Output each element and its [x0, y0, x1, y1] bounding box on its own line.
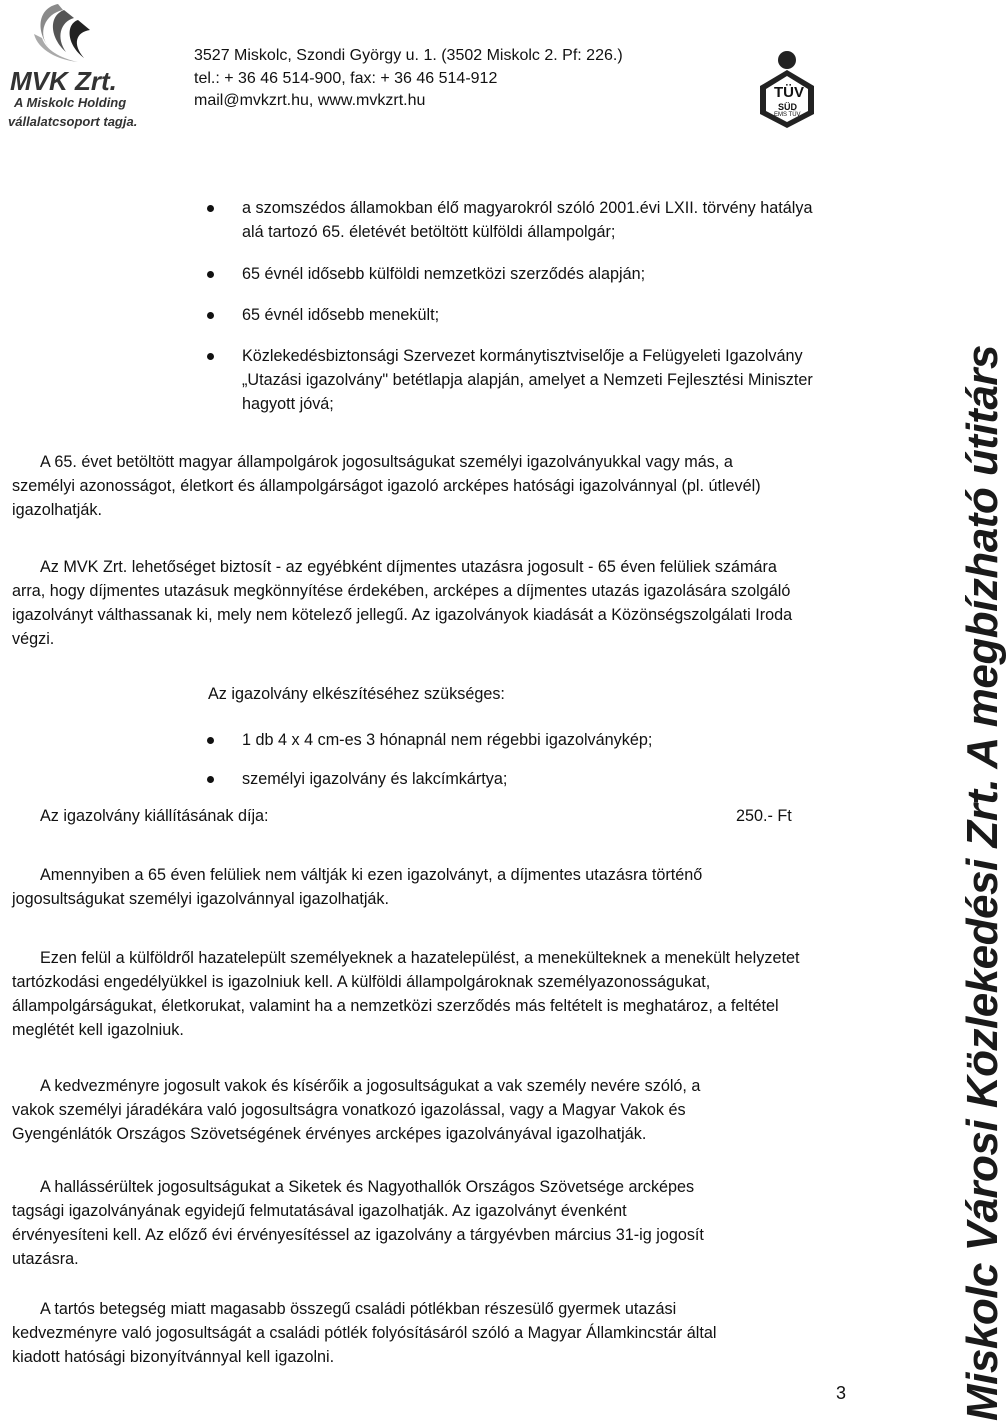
header-address: 3527 Miskolc, Szondi György u. 1. (3502 Miskolc 2. Pf: 226.) — [194, 47, 623, 64]
list-item: 65 évnél idősebb külföldi nemzetközi szerződés alapján; — [242, 265, 646, 283]
logo-tagline-1: A Miskolc Holding — [14, 95, 127, 110]
tuv-label: TÜV — [774, 84, 804, 101]
paragraph-amennyiben: Amennyiben a 65 éven felüliek nem váltják ki ezen igazolványt, a díjmentes utazásra történő jogosultságukat személyi igazolvánnyal igazolhatják. — [12, 866, 703, 908]
list-item: Közlekedésbiztonsági Szervezet kormánytisztviselője a Felügyeleti Igazolvány „Utazási igazolvány" betétlapja alapján, amelyet a Nemzeti Fejlesztési Miniszter hagyott jóvá; — [242, 347, 813, 413]
list-item: 1 db 4 x 4 cm-es 3 hónapnál nem régebbi igazolványkép; — [242, 731, 653, 749]
fee-label: Az igazolvány kiállításának díja: — [40, 807, 269, 825]
paragraph-mvk: Az MVK Zrt. lehetőséget biztosít - az egyébként díjmentes utazásra jogosult - 65 éven felüliek számára arra, hogy díjmentes utazásuk megkönnyítése érdekében, arcképes a díjmentes utazás igazolására szolgáló igazolványt válthassanak ki, mely nem kötelező jellegű. Az igazolványok kiadását a Közönségszolgálati Iroda végzi. — [12, 558, 793, 648]
tuv-sub-label: SÜD — [778, 102, 798, 112]
bullet-icon — [207, 271, 214, 278]
side-slogan: Miskolc Városi Közlekedési Zrt. A megbízható útitárs — [958, 345, 1007, 1421]
logo-tagline-2: vállalatcsoport tagja. — [8, 114, 138, 129]
tuv-certification-badge — [752, 48, 822, 128]
fee-value: 250.- Ft — [736, 807, 792, 825]
header-email-web: mail@mvkzrt.hu, www.mvkzrt.hu — [194, 92, 426, 109]
bullet-icon — [207, 312, 214, 319]
paragraph-vakok: A kedvezményre jogosult vakok és kísérőik a jogosultságukat a vak személy nevére szóló, a vakok személyi járadékára való jogosultságra vonatkozó igazolással, vagy a Magyar Vakok és Gyengénlátók Országos Szövetségének érvényes arcképes igazolványával igazolhatják. — [12, 1077, 701, 1143]
paragraph-65: A 65. évet betöltött magyar állampolgárok jogosultságukat személyi igazolványukkal vagy más, a személyi azonosságot, életkort és állampolgárságot igazoló arcképes hatósági igazolvánnyal (pl. útlevél) igazolhatják. — [12, 453, 761, 519]
bullet-icon — [207, 353, 214, 360]
requirements-title: Az igazolvány elkészítéséhez szükséges: — [208, 685, 505, 703]
paragraph-hallas: A hallássérültek jogosultságukat a Siketek és Nagyothallók Országos Szövetsége arcképes tagsági igazolványának egyidejű felmutatásával igazolhatják. Az igazolványt évenként érvényesíteni kell. Az előző évi érvényesítéssel az igazolvány a tárgyévben március 31-ig jogosít utazásra. — [12, 1178, 704, 1268]
paragraph-tartos: A tartós betegség miatt magasabb összegű családi pótlékban részesülő gyermek utazási kedvezményre való jogosultságát a családi pótlék folyósításáról szóló a Magyar Államkincstár által kiadott hatósági bizonyítvánnyal kell igazolni. — [12, 1300, 717, 1366]
list-item: a szomszédos államokban élő magyarokról szóló 2001.évi LXII. törvény hatálya alá tartozó 65. életévét betöltött külföldi állampolgár; — [242, 199, 813, 241]
bullet-icon — [207, 776, 214, 783]
logo-name: MVK Zrt. — [10, 66, 117, 96]
bullet-icon — [207, 205, 214, 212]
bullet-icon — [207, 737, 214, 744]
page-number: 3 — [836, 1383, 847, 1403]
list-item: 65 évnél idősebb menekült; — [242, 306, 440, 324]
tuv-small-label: EMS TÜV — [774, 112, 801, 118]
paragraph-ezen: Ezen felül a külföldről hazatelepült személyeknek a hazatelepülést, a menekülteknek a menekült helyzetet tartózkodási engedélyükkel is igazolniuk kell. A külföldi állampolgároknak személyazonosságukat, állampolgárságukat, életkorukat, valamint ha a nemzetközi szerződés más feltételt is meghatároz, a feltétel meglétét kell igazolniuk. — [12, 949, 800, 1039]
list-item: személyi igazolvány és lakcímkártya; — [242, 770, 508, 788]
header-phone: tel.: + 36 46 514-900, fax: + 36 46 514-912 — [194, 70, 498, 87]
logo-swoosh-icon — [8, 0, 138, 70]
